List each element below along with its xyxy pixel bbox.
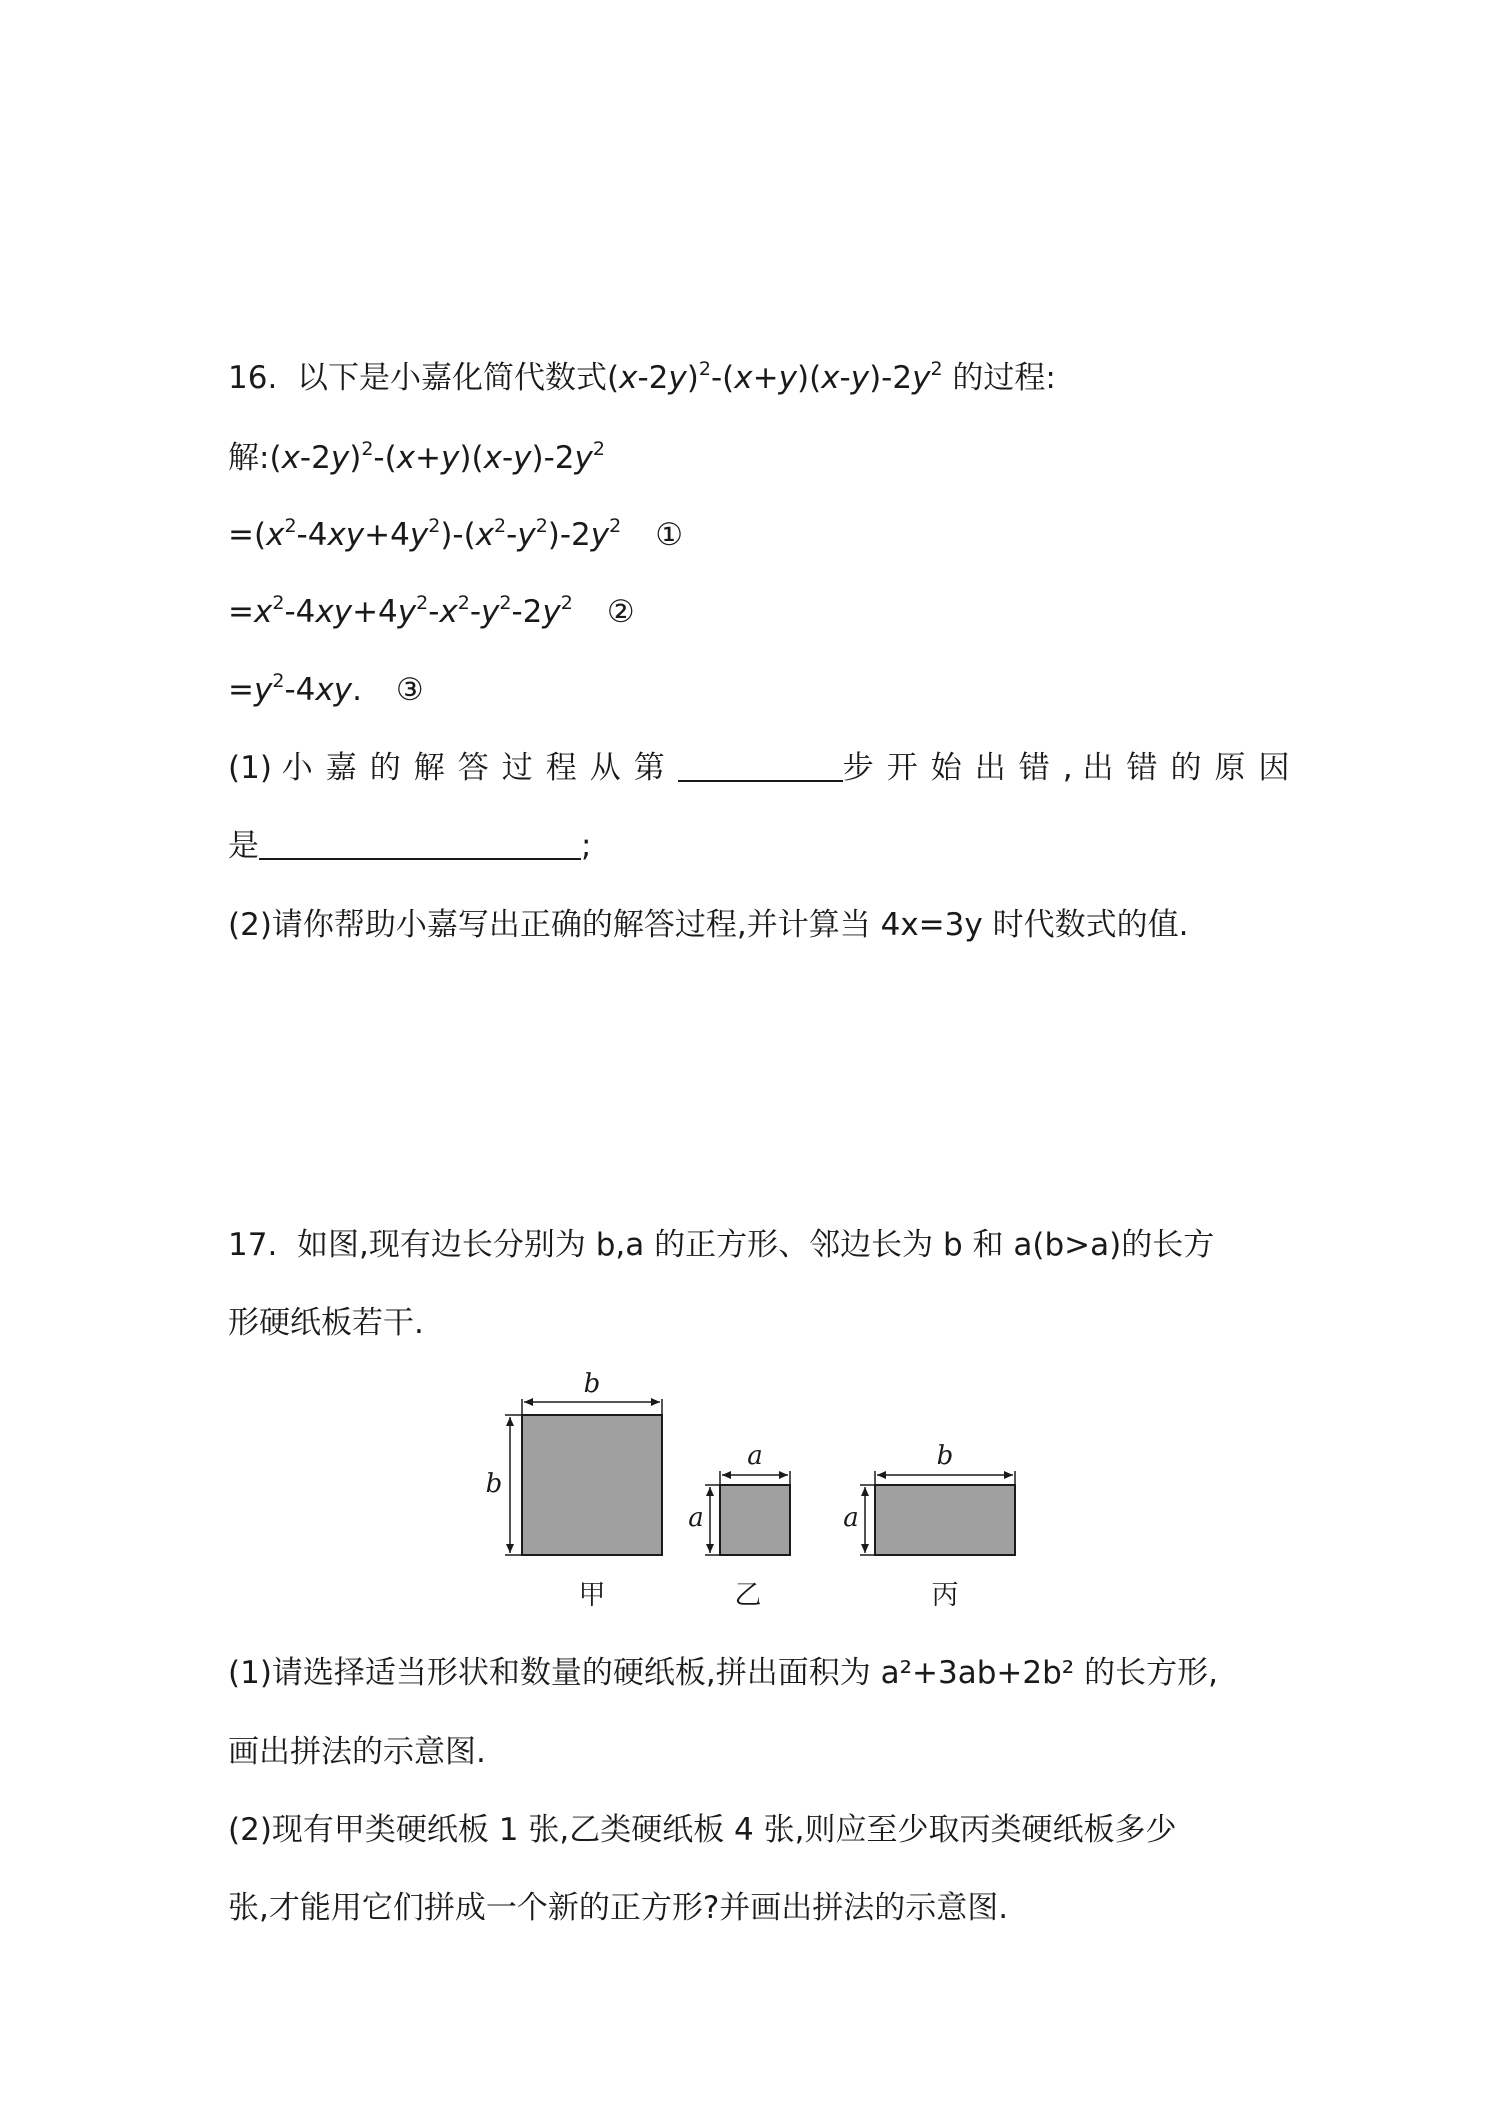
- step-label-3: ③: [395, 672, 424, 708]
- q16-part1-text-c: 出错的原因: [1082, 750, 1303, 786]
- jia-top-label: b: [583, 1369, 601, 1399]
- q16-part1-text-a: 小嘉的解答过程从第: [281, 750, 678, 786]
- q17-part2-line1: (2)现有甲类硬纸板 1 张,乙类硬纸板 4 张,则应至少取丙类硬纸板多少: [228, 1812, 1177, 1848]
- caption-yi: 乙: [734, 1580, 762, 1611]
- bing-rectangle: [875, 1485, 1015, 1555]
- q16-part1-comma: ,: [1062, 750, 1073, 786]
- q16-step-2: $=x^2-4xy+4y^2-x^2-y^2-2y^2$ ②: [228, 592, 635, 630]
- q16-part1-text-d: 是: [228, 828, 259, 864]
- yi-square: [720, 1485, 790, 1555]
- board-yi: [688, 1441, 790, 1611]
- q16-intro-end: 的过程:: [952, 360, 1056, 396]
- q16-sol-prefix: 解:: [228, 440, 270, 476]
- caption-jia: 甲: [578, 1580, 606, 1611]
- caption-bing: 丙: [931, 1580, 959, 1611]
- bing-top-label: b: [936, 1441, 954, 1471]
- q17-part1-line2: 画出拼法的示意图.: [228, 1734, 486, 1770]
- board-jia: [486, 1369, 662, 1611]
- yi-side-label: a: [688, 1503, 704, 1533]
- q17-part1-line1: (1)请选择适当形状和数量的硬纸板,拼出面积为 a²+3ab+2b² 的长方形,: [228, 1655, 1218, 1691]
- yi-top-label: a: [747, 1441, 763, 1471]
- q16-part1-text-b: 步开始出错: [842, 750, 1063, 786]
- q16-title: 16. 以下是小嘉化简代数式$(x-2y)^2-(x+y)(x-y)-2y^2$ 的过程:: [228, 358, 1056, 396]
- step-label-1: ①: [655, 517, 684, 553]
- jia-side-label: b: [485, 1469, 503, 1499]
- board-bing: [843, 1441, 1015, 1611]
- q16-part1-line2: [228, 826, 591, 866]
- q17-figure: [480, 1368, 1040, 1618]
- answer-blank-reason[interactable]: [259, 828, 581, 860]
- q17-part2-line2: 张,才能用它们拼成一个新的正方形?并画出拼法的示意图.: [228, 1890, 1009, 1926]
- q17-text-line1: 如图,现有边长分别为 b,a 的正方形、邻边长为 b 和 a(b>a)的长方: [297, 1227, 1215, 1263]
- q16-part1-prefix: (1): [228, 750, 272, 786]
- q16-solution-line: 解$:(x-2y)^2-(x+y)(x-y)-2y^2$: [228, 438, 605, 476]
- q17-number: 17.: [228, 1227, 278, 1263]
- answer-blank-step[interactable]: [678, 750, 843, 782]
- step-label-2: ②: [606, 594, 635, 630]
- q16-part1-end: ;: [581, 828, 592, 864]
- q16-number: 16.: [228, 360, 278, 396]
- q16-step-3: $=y^2-4xy$. ③: [228, 670, 424, 708]
- bing-side-label: a: [843, 1503, 859, 1533]
- q16-intro: 以下是小嘉化简代数式: [297, 360, 608, 396]
- q17-line1: [228, 1225, 1214, 1265]
- q16-part1-line1: [228, 748, 1303, 788]
- q17-line2: 形硬纸板若干.: [228, 1305, 424, 1341]
- jia-square: [522, 1415, 662, 1555]
- q16-part2: (2)请你帮助小嘉写出正确的解答过程,并计算当 4x=3y 时代数式的值.: [228, 907, 1189, 943]
- q16-step-1: $=(x^2-4xy+4y^2)-(x^2-y^2)-2y^2$ ①: [228, 515, 684, 553]
